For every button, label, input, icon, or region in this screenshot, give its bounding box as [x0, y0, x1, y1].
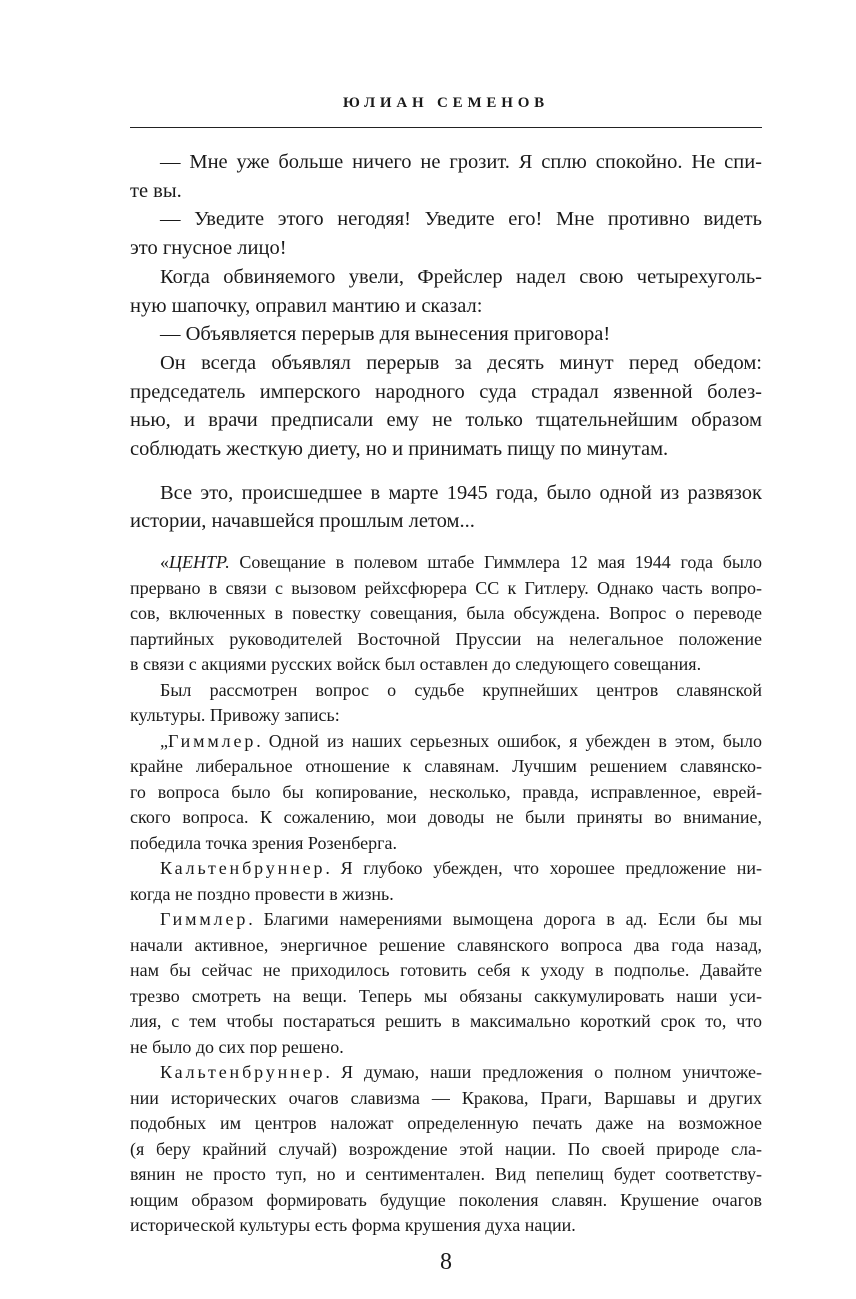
- paragraph: [130, 148, 762, 205]
- text-line: те вы.: [130, 179, 182, 202]
- text-line: ского вопроса. К сожалению, мои доводы не были приняты во внимание,: [130, 807, 762, 828]
- page-number: 8: [440, 1248, 452, 1275]
- opening-quote: „: [160, 730, 168, 751]
- text-line: прервано в связи с вызовом рейхсфюрера СС к Гитлеру. Однако часть вопро-: [130, 577, 762, 598]
- italic-source: ЦЕНТР.: [169, 552, 230, 573]
- speaker-name: Кальтенбруннер: [160, 858, 326, 879]
- text-line: партийных руководителей Восточной Пруссии на нелегальное положение: [130, 628, 762, 649]
- text-line: когда не поздно провести в жизнь.: [130, 883, 394, 904]
- paragraph: [130, 856, 762, 907]
- text-line: Когда обвиняемого увели, Фрейслер надел свою четырехуголь-: [160, 265, 762, 288]
- paragraph: [130, 550, 762, 678]
- text-line: [130, 856, 762, 882]
- line-text: . Я глубоко убежден, что хорошее предложение ни-: [325, 858, 762, 879]
- text-line: подобных им центров наложат определенную печать даже на возможное: [130, 1113, 762, 1134]
- text-line: ющим образом формировать будущие поколения славян. Крушение очагов: [130, 1189, 762, 1210]
- line-text: . Одной из наших серьезных ошибок, я убежден в этом, было: [256, 730, 762, 751]
- text-line: (я беру крайний случай) возрождение этой нации. По своей природе сла-: [130, 1138, 762, 1159]
- opening-quote: «: [160, 552, 169, 573]
- text-line: Он всегда объявлял перерыв за десять минут перед обедом:: [160, 351, 762, 374]
- text-line: культуры. Привожу запись:: [130, 705, 340, 726]
- line-text: Совещание в полевом штабе Гиммлера 12 мая 1944 года было: [229, 552, 762, 573]
- paragraph: [130, 320, 762, 349]
- text-line: трезво смотреть на вещи. Теперь мы обязаны саккумулировать наши уси-: [130, 985, 762, 1006]
- speaker-name: Гиммлер: [160, 909, 249, 930]
- paragraph: [130, 205, 762, 262]
- text-line: [130, 1060, 762, 1086]
- text-line: [130, 907, 762, 933]
- text-line: председатель имперского народного суда страдал язвенной болез-: [130, 380, 762, 403]
- main-text: [130, 148, 762, 536]
- speaker-name: Кальтенбруннер: [160, 1062, 326, 1083]
- text-line: вянин не просто туп, но и сентиментален. Вид пепелищ будет соответству-: [130, 1164, 762, 1185]
- paragraph: [130, 263, 762, 320]
- paragraph: [130, 1060, 762, 1239]
- text-line: соблюдать жесткую диету, но и принимать пищу по минутам.: [130, 438, 669, 461]
- line-text: . Благими намерениями вымощена дорога в ад. Если бы мы: [248, 909, 762, 930]
- text-line: нии исторических очагов славизма — Кракова, Праги, Варшавы и других: [130, 1087, 762, 1108]
- speaker-name: Гиммлер: [168, 730, 257, 751]
- paragraph: [130, 678, 762, 729]
- quoted-report: [130, 550, 762, 1239]
- running-header: ЮЛИАН СЕМЕНОВ: [343, 95, 549, 111]
- paragraph: [130, 479, 762, 536]
- text-line: не было до сих пор решено.: [130, 1036, 344, 1057]
- text-line: Был рассмотрен вопрос о судьбе крупнейших центров славянской: [160, 679, 762, 700]
- text-line: в связи с акциями русских войск был оставлен до следующего совещания.: [130, 654, 702, 675]
- text-line: [130, 729, 762, 755]
- text-line: начали активное, энергичное решение славянского вопроса два года назад,: [130, 934, 762, 955]
- text-line: сов, включенных в повестку совещания, была обсуждена. Вопрос о переводе: [130, 603, 762, 624]
- text-line: нам бы сейчас не приходилось готовить себя к уходу в подполье. Давайте: [130, 960, 762, 981]
- text-line: исторической культуры есть форма крушения духа нации.: [130, 1215, 576, 1236]
- text-line: истории, начавшейся прошлым летом...: [130, 510, 475, 533]
- text-line: лия, с тем чтобы постараться решить в максимально короткий срок то, что: [130, 1011, 762, 1032]
- text-line: — Мне уже больше ничего не грозит. Я сплю спокойно. Не спи-: [160, 151, 762, 173]
- line-text: . Я думаю, наши предложения о полном уничтоже-: [325, 1062, 762, 1083]
- text-line: [130, 550, 762, 576]
- text-line: ную шапочку, оправил мантию и сказал:: [130, 294, 483, 317]
- text-line: это гнусное лицо!: [130, 237, 287, 260]
- text-line: го вопроса было бы копирование, несколько, правда, исправленное, еврей-: [130, 781, 762, 802]
- text-line: нью, и врачи предписали ему не только тщательнейшим образом: [130, 409, 762, 432]
- text-line: — Объявляется перерыв для вынесения приговора!: [160, 323, 611, 346]
- text-line: победила точка зрения Розенберга.: [130, 832, 397, 853]
- paragraph: [130, 349, 762, 464]
- text-line: крайне либеральное отношение к славянам. Лучшим решением славянско-: [130, 756, 762, 777]
- text-line: Все это, происшедшее в марте 1945 года, было одной из развязок: [160, 481, 762, 504]
- paragraph: [130, 729, 762, 857]
- paragraph: [130, 907, 762, 1060]
- page-body: [130, 148, 762, 1277]
- text-line: — Уведите этого негодяя! Уведите его! Мне противно видеть: [160, 208, 762, 231]
- header-divider: [130, 127, 762, 128]
